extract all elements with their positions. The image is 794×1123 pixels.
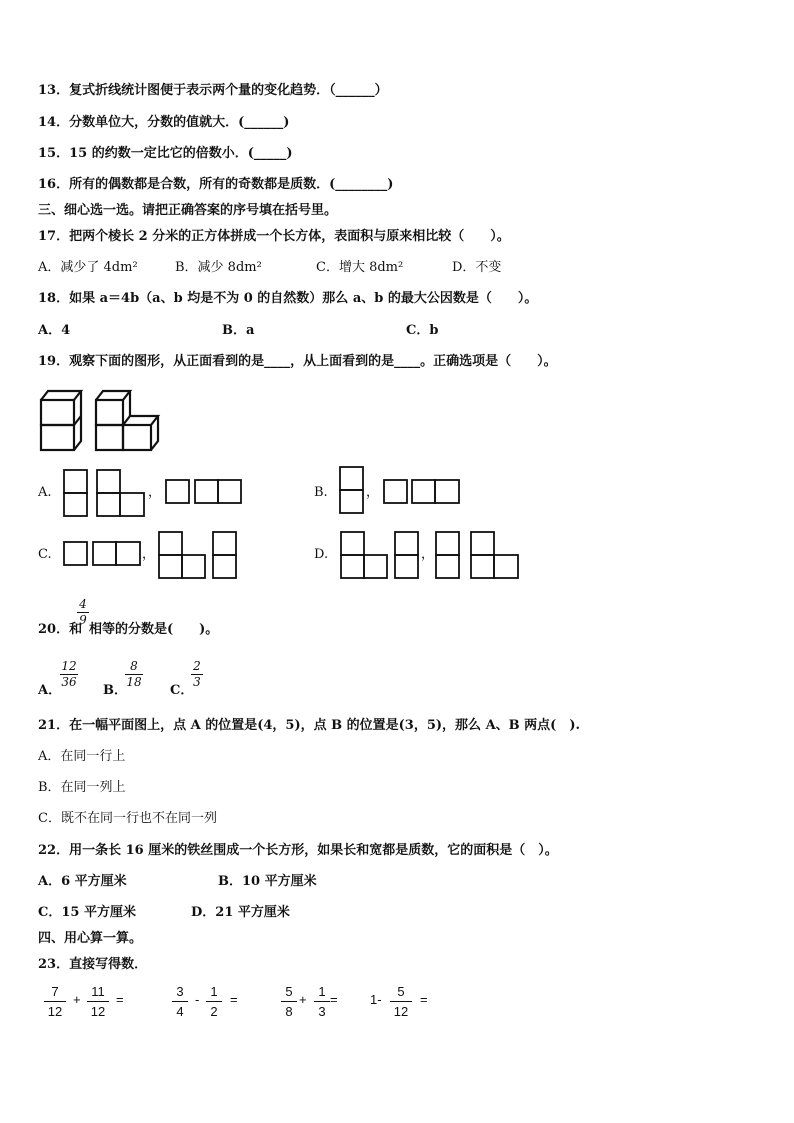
q23-e1-frac-a (44, 984, 66, 1019)
numerator: 1 (210, 984, 218, 999)
q23-e1-operator: + (73, 992, 81, 1007)
q21-option-a: A．在同一行上 (38, 749, 126, 764)
q20-option-a-label: A． (38, 683, 62, 698)
numerator: 7 (51, 984, 59, 999)
numerator: 1 (318, 984, 326, 999)
q19-option-d-top-view (434, 530, 524, 580)
fraction-bar (206, 1001, 222, 1002)
q19-option-b-label: B. (314, 485, 328, 500)
q23-e2-operator: - (195, 992, 200, 1007)
q20-option-c-den: 3 (193, 675, 201, 689)
q19-option-c-views (62, 540, 144, 568)
q20-option-b-den: 18 (126, 675, 142, 689)
denominator: 4 (176, 1004, 184, 1019)
q19-option-c-comma: ， (142, 547, 156, 562)
q23-e3-equals: = (330, 992, 338, 1007)
q19-option-b-comma: ， (366, 485, 380, 500)
numerator: 5 (285, 984, 293, 999)
denominator: 12 (47, 1004, 63, 1019)
question-22: 22．用一条长 16 厘米的铁丝围成一个长方形，如果长和宽都是质数，它的面积是（ ）。 (38, 843, 558, 858)
q19-option-b-views (338, 465, 366, 517)
denominator: 3 (318, 1004, 326, 1019)
question-21: 21．在一幅平面图上，点 A 的位置是(4，5)，点 B 的位置是(3，5)，那么 A、B 两点( ). (38, 718, 581, 733)
fraction-bar (172, 1001, 188, 1002)
q23-e2-equals: = (230, 992, 238, 1007)
fraction-bar (314, 1001, 330, 1002)
section-4-heading: 四、用心算一算。 (38, 931, 143, 946)
q20-option-c-num: 2 (193, 659, 201, 673)
question-16: 16．所有的偶数都是合数，所有的奇数都是质数．(________) (38, 177, 394, 192)
q22-option-a: A．6 平方厘米 (38, 874, 127, 889)
question-20-start: 20．和 (38, 622, 83, 637)
q20-option-b-fraction (125, 660, 143, 689)
q20-fraction-den: 9 (79, 613, 87, 627)
denominator: 12 (90, 1004, 106, 1019)
q18-option-a: A．4 (38, 323, 71, 338)
q21-option-c: C．既不在同一行也不在同一列 (38, 811, 217, 826)
q20-option-b-label: B． (103, 683, 127, 698)
q23-e4-equals: = (420, 992, 428, 1007)
q17-option-c: C．增大 8dm² (316, 260, 404, 275)
q19-option-d-views (339, 530, 423, 580)
q23-e3-frac-b (314, 984, 330, 1019)
question-13: 13．复式折线统计图便于表示两个量的变化趋势．（______） (38, 83, 388, 98)
q22-option-b: B．10 平方厘米 (218, 874, 317, 889)
q19-option-c-label: C. (38, 547, 52, 562)
q23-e4-lead: 1- (370, 992, 382, 1007)
q19-option-a-comma: ， (148, 485, 162, 500)
q23-e3-operator: + (299, 992, 307, 1007)
q20-fraction (77, 598, 89, 627)
q19-option-a-top-view (164, 478, 244, 506)
q21-option-b: B．在同一列上 (38, 780, 126, 795)
q19-option-d-label: D. (314, 547, 329, 562)
denominator: 12 (393, 1004, 409, 1019)
q19-cube-figures (38, 386, 162, 452)
question-23: 23．直接写得数． (38, 957, 148, 972)
section-3-heading: 三、细心选一选。请把正确答案的序号填在括号里。 (38, 203, 338, 218)
q23-e1-equals: = (116, 992, 124, 1007)
q23-e2-frac-a (172, 984, 188, 1019)
q18-option-c: C．b (406, 323, 439, 338)
numerator: 3 (176, 984, 184, 999)
q17-option-d: D．不变 (452, 260, 502, 275)
q22-option-c: C．15 平方厘米 (38, 905, 136, 920)
q17-option-b: B．减少 8dm² (175, 260, 262, 275)
q22-option-d: D．21 平方厘米 (191, 905, 290, 920)
question-19: 19．观察下面的图形，从正面看到的是____，从上面看到的是____。正确选项是（ ）。 (38, 354, 557, 369)
denominator: 2 (210, 1004, 218, 1019)
q20-option-c-fraction (191, 660, 203, 689)
numerator: 5 (397, 984, 405, 999)
question-15: 15．15 的约数一定比它的倍数小．(_____) (38, 146, 293, 161)
q20-fraction-num: 4 (79, 597, 87, 611)
question-20-end: 相等的分数是( )。 (89, 622, 219, 637)
question-17: 17．把两个棱长 2 分米的正方体拼成一个长方体，表面积与原来相比较（ ）。 (38, 229, 510, 244)
q23-e2-frac-b (206, 984, 222, 1019)
cube-stack-right (96, 391, 158, 450)
numerator: 11 (91, 984, 105, 999)
fraction-bar (390, 1001, 412, 1002)
q20-option-b-num: 8 (130, 659, 138, 673)
fraction-bar (44, 1001, 66, 1002)
q20-option-a-den: 36 (61, 675, 77, 689)
q23-e3-frac-a (281, 984, 297, 1019)
q23-e1-frac-b (87, 984, 109, 1019)
q17-option-a: A．减少了 4dm² (38, 260, 138, 275)
question-18: 18．如果 a＝4b（a、b 均是不为 0 的自然数）那么 a、b 的最大公因数是（ ）。 (38, 291, 538, 306)
fraction-bar (87, 1001, 109, 1002)
q19-option-a-views (62, 468, 150, 518)
q20-option-c-label: C． (170, 683, 194, 698)
q19-option-c-top-view (157, 530, 241, 580)
denominator: 8 (285, 1004, 293, 1019)
q23-e4-frac (390, 984, 412, 1019)
q19-option-a-label: A. (38, 485, 52, 500)
q19-option-b-top-view (382, 478, 462, 506)
q20-option-a-fraction (60, 660, 78, 689)
q19-option-d-comma: ， (421, 547, 435, 562)
cube-stack-left (41, 391, 81, 450)
q18-option-b: B．a (222, 323, 255, 338)
fraction-bar (281, 1001, 297, 1002)
q20-option-a-num: 12 (61, 659, 77, 673)
question-14: 14．分数单位大，分数的值就大．(______) (38, 115, 290, 130)
